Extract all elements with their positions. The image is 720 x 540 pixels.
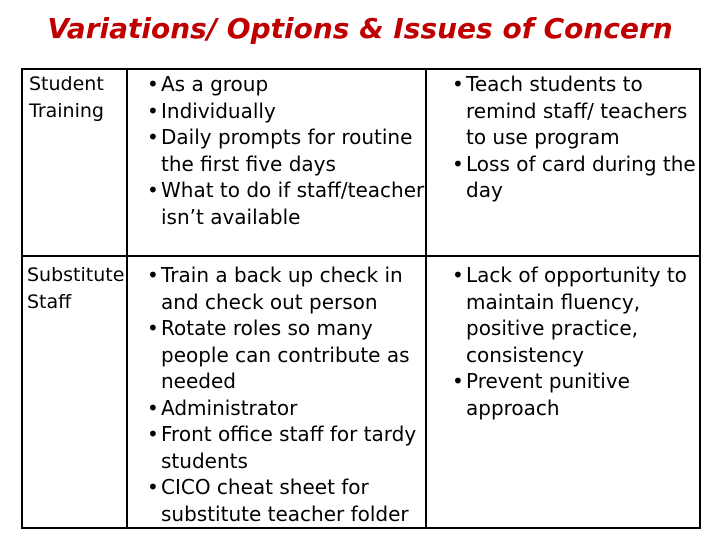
options-cell-student-training <box>147 71 425 230</box>
list-item: • Front office staff for tardy students <box>147 421 425 474</box>
row-label-line: Substitute <box>27 264 125 286</box>
list-item: • Prevent punitive approach <box>452 368 700 421</box>
row-label-line: Training <box>29 99 104 122</box>
row-label-line: Staff <box>27 290 72 313</box>
options-cell-substitute-staff <box>147 262 425 527</box>
list-item: • Rotate roles so many people can contribute as needed <box>147 315 425 395</box>
list-item: • What to do if staff/teacher isn’t available <box>147 177 425 230</box>
list-item: • CICO cheat sheet for substitute teacher folder <box>147 474 425 527</box>
list-item: • Loss of card during the day <box>452 151 700 204</box>
list-item: • As a group <box>147 71 425 98</box>
list-item: • Lack of opportunity to maintain fluency, positive practice, consistency <box>452 262 700 368</box>
issues-cell-student-training <box>452 71 700 204</box>
issues-cell-substitute-staff <box>452 262 700 421</box>
list-item: • Daily prompts for routine the first five days <box>147 124 425 177</box>
row-label-substitute-staff <box>27 262 127 315</box>
row-divider <box>23 255 699 257</box>
content-table <box>21 68 701 529</box>
list-item: • Teach students to remind staff/ teachers to use program <box>452 71 700 151</box>
row-label-student-training <box>29 71 124 124</box>
page-title: Variations/ Options & Issues of Concern <box>47 12 673 45</box>
list-item: • Administrator <box>147 395 425 422</box>
list-item: • Individually <box>147 98 425 125</box>
list-item: • Train a back up check in and check out person <box>147 262 425 315</box>
row-label-line: Student <box>29 73 104 95</box>
column-divider-2 <box>425 70 427 527</box>
